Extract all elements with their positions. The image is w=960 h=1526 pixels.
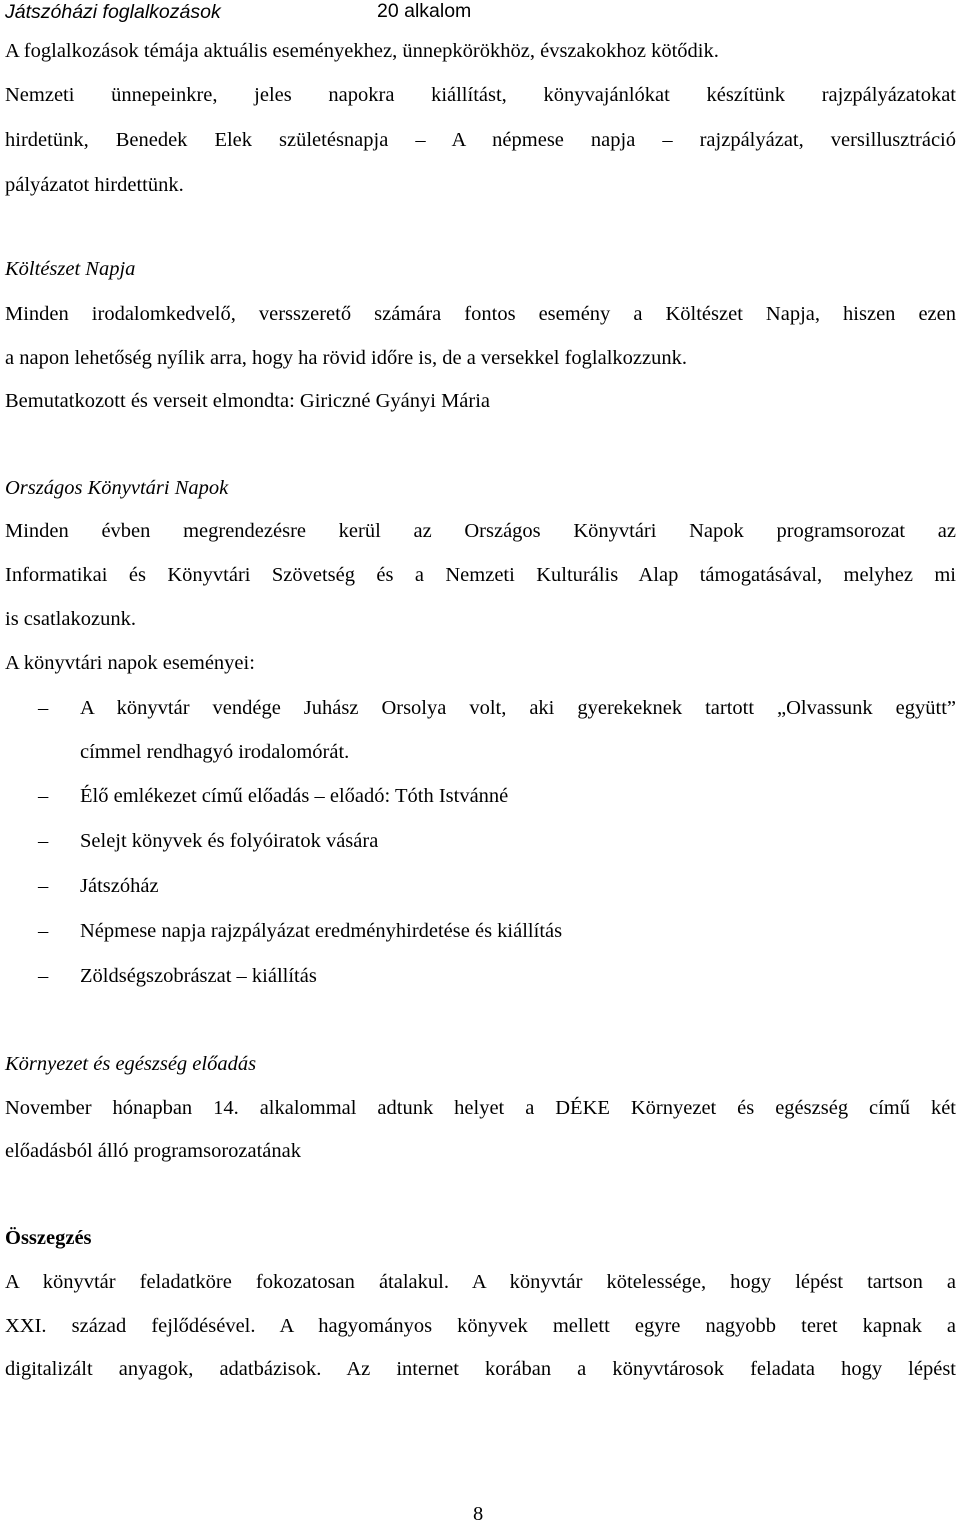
section-heading-konyvtari-napok: Országos Könyvtári Napok <box>5 477 229 499</box>
dash-bullet: – <box>38 697 49 719</box>
page-number: 8 <box>473 1503 484 1525</box>
dash-bullet: – <box>38 965 49 987</box>
paragraph-line: Bemutatkozott és verseit elmondta: Giriczné Gyányi Mária <box>5 390 491 412</box>
list-item-text: Népmese napja rajzpályázat eredményhirdetése és kiállítás <box>80 920 563 942</box>
paragraph-line: Minden évben megrendezésre kerül az Országos Könyvtári Napok programsorozat az <box>5 520 956 542</box>
paragraph-line: A foglalkozások témája aktuális eseményekhez, ünnepkörökhöz, évszakokhoz kötődik. <box>5 40 719 62</box>
list-item-text: Selejt könyvek és folyóiratok vására <box>80 830 379 852</box>
paragraph-line: A könyvtár feladatköre fokozatosan átalakul. A könyvtár kötelessége, hogy lépést tartson a <box>5 1271 956 1293</box>
list-item-text: Élő emlékezet című előadás – előadó: Tóth Istvánné <box>80 785 509 807</box>
dash-bullet: – <box>38 785 49 807</box>
list-item-text: A könyvtár vendége Juhász Orsolya volt, aki gyerekeknek tartott „Olvassunk együtt” <box>80 697 956 719</box>
paragraph-line: Nemzeti ünnepeinkre, jeles napokra kiállítást, könyvajánlókat készítünk rajzpályázatokat <box>5 84 956 106</box>
dash-bullet: – <box>38 920 49 942</box>
list-item-text: Zöldségszobrászat – kiállítás <box>80 965 317 987</box>
paragraph-line: XXI. század fejlődésével. A hagyományos könyvek mellett egyre nagyobb teret kapnak a <box>5 1315 956 1337</box>
paragraph-line: a napon lehetőség nyílik arra, hogy ha rövid időre is, de a versekkel foglalkozzunk. <box>5 347 687 369</box>
paragraph-line: hirdetünk, Benedek Elek születésnapja – A népmese napja – rajzpályázat, versillusztráció <box>5 129 956 151</box>
paragraph-line: digitalizált anyagok, adatbázisok. Az internet korában a könyvtárosok feladata hogy lépést <box>5 1358 956 1380</box>
section-heading-osszegzes: Összegzés <box>5 1227 92 1249</box>
dash-bullet: – <box>38 830 49 852</box>
section-heading-kolteszet: Költészet Napja <box>5 258 136 280</box>
paragraph-line: Minden irodalomkedvelő, versszerető számára fontos esemény a Költészet Napja, hiszen ezen <box>5 303 956 325</box>
event-count: 20 alkalom <box>377 0 472 22</box>
paragraph-line: A könyvtári napok eseményei: <box>5 652 255 674</box>
section-heading-kornyezet: Környezet és egészség előadás <box>5 1053 257 1075</box>
paragraph-line: Informatikai és Könyvtári Szövetség és a Nemzeti Kulturális Alap támogatásával, melyhez mi <box>5 564 956 586</box>
paragraph-line: is csatlakozunk. <box>5 608 136 630</box>
section-heading-jatszohazi: Játszóházi foglalkozások <box>5 1 221 23</box>
paragraph-line: előadásból álló programsorozatának <box>5 1140 301 1162</box>
list-item-text: címmel rendhagyó irodalomórát. <box>80 741 350 763</box>
list-item-text: Játszóház <box>80 875 159 897</box>
dash-bullet: – <box>38 875 49 897</box>
paragraph-line: November hónapban 14. alkalommal adtunk helyet a DÉKE Környezet és egészség című két <box>5 1097 956 1119</box>
paragraph-line: pályázatot hirdettünk. <box>5 174 184 196</box>
